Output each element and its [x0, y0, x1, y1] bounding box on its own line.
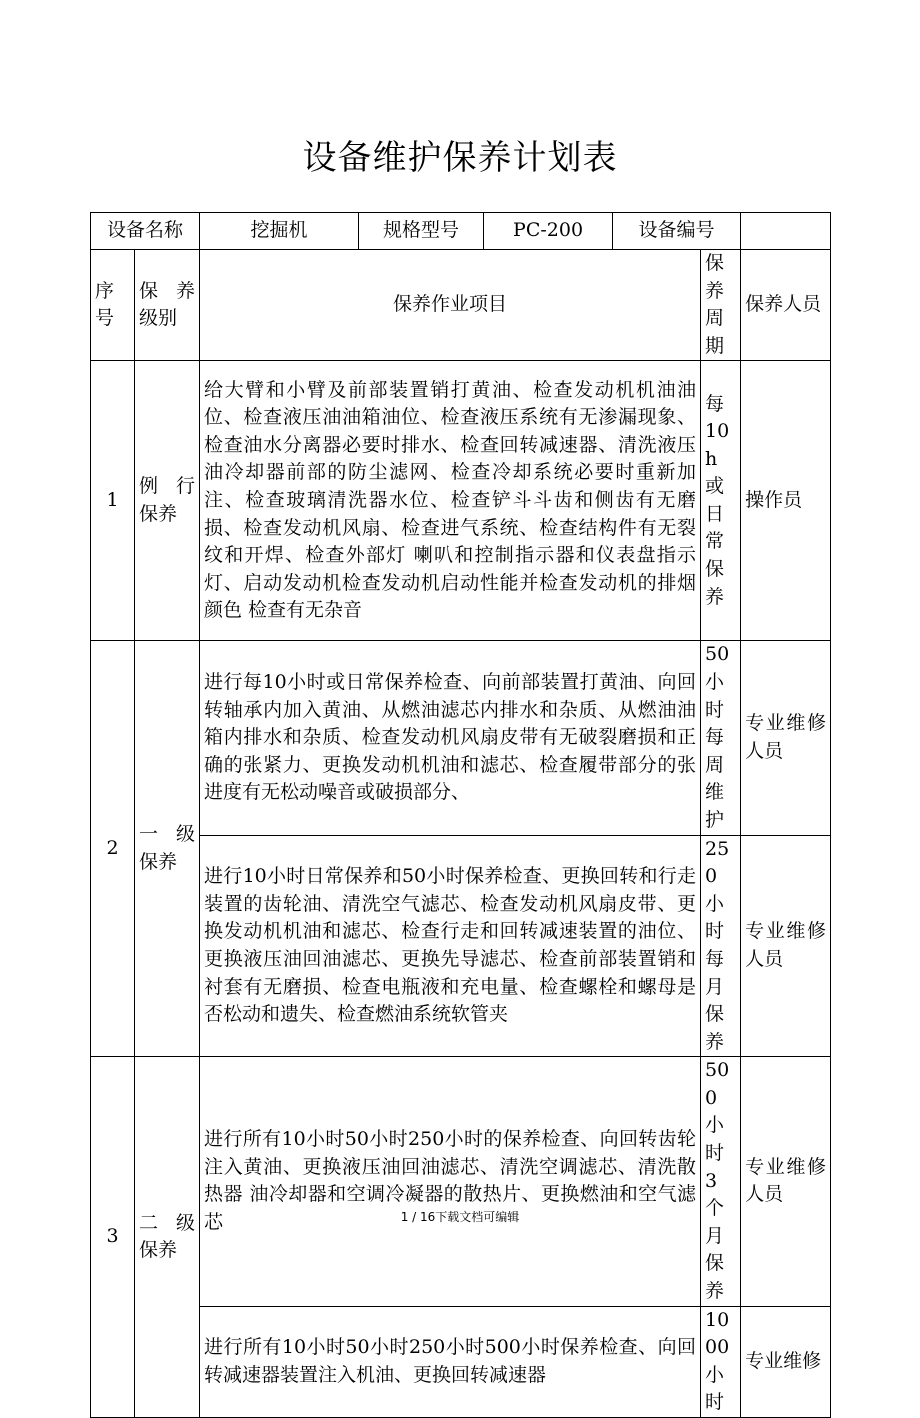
equipment-name-cell: 挖掘机: [200, 213, 359, 250]
page-title: 设备维护保养计划表: [302, 138, 618, 178]
row-items: 进行10小时日常保养和50小时保养检查、更换回转和行走装置的齿轮油、清洗空气滤芯、检查发动机风扇皮带、更换发动机机油和滤芯、检查行走和回转减速装置的油位、更换液压油回油滤芯、更换先导滤芯、检查前部装置销和衬套有无磨损、检查电瓶液和充电量、检查螺栓和螺母是否松动和遗失、检查燃油系统软管夹: [200, 835, 701, 1057]
table-row: [91, 835, 831, 1057]
table-row: [91, 641, 831, 835]
row-cycle: 500小时3个月保养: [701, 1057, 741, 1306]
row-staff: 专业维修人员: [741, 641, 831, 835]
equipment-name-label: 设备名称: [91, 213, 200, 250]
maintenance-plan-table: [90, 212, 831, 1418]
spec-cell: PC-200: [484, 213, 613, 250]
row-items: 给大臂和小臂及前部装置销打黄油、检查发动机机油油位、检查液压油油箱油位、检查液压系统有无渗漏现象、检查油水分离器必要时排水、检查回转减速器、清洗液压油冷却器前部的防尘滤网、检查冷却系统必要时重新加注、检查玻璃清洗器水位、检查铲斗斗齿和侧齿有无磨损、检查发动机风扇、检查进气系统、检查结构件有无裂纹和开焊、检查外部灯 喇叭和控制指示器和仪表盘指示灯、启动发动机检查发动机启动性能并检查发动机的排烟颜色 检查有无杂音: [200, 361, 701, 641]
row-staff: 专业维修: [741, 1306, 831, 1417]
column-header-items: 保养作业项目: [200, 250, 701, 361]
row-items: 进行所有10小时50小时250小时的保养检查、向回转齿轮注入黄油、更换液压油回油滤芯、清洗空调滤芯、清洗散热器 油冷却器和空调冷凝器的散热片、更换燃油和空气滤芯: [200, 1057, 701, 1306]
row-seq: 3: [91, 1057, 135, 1418]
row-level: 一级保养: [135, 641, 200, 1057]
row-cycle: 250小时每月保养: [701, 835, 741, 1057]
table-row: [91, 1306, 831, 1417]
info-row: [91, 213, 831, 250]
row-cycle: 50小时每周维护: [701, 641, 741, 835]
equipment-no-cell: [741, 213, 831, 250]
column-header-staff: 保养人员: [741, 250, 831, 361]
column-header-cycle: 保养周期: [701, 250, 741, 361]
table-row: [91, 1057, 831, 1306]
column-header-row: [91, 250, 831, 361]
row-items: 进行每10小时或日常保养检查、向前部装置打黄油、向回转轴承内加入黄油、从燃油滤芯内排水和杂质、从燃油油箱内排水和杂质、检查发动机风扇皮带有无破裂磨损和正确的张紧力、更换发动机机油和滤芯、检查履带部分的张进度有无松动噪音或破损部分、: [200, 641, 701, 835]
row-staff: 专业维修人员: [741, 1057, 831, 1306]
row-items: 进行所有10小时50小时250小时500小时保养检查、向回转减速器装置注入机油、更换回转减速器: [200, 1306, 701, 1417]
row-level: 例行保养: [135, 361, 200, 641]
column-header-seq: 序号: [91, 250, 135, 361]
page-footer: 1 / 16下载文档可编辑: [400, 1210, 520, 1224]
row-seq: 2: [91, 641, 135, 1057]
row-cycle: 1000小时: [701, 1306, 741, 1417]
column-header-level: 保养级别: [135, 250, 200, 361]
row-staff: 专业维修人员: [741, 835, 831, 1057]
row-seq: 1: [91, 361, 135, 641]
equipment-no-label: 设备编号: [613, 213, 741, 250]
row-staff: 操作员: [741, 361, 831, 641]
table-row: [91, 361, 831, 641]
spec-label: 规格型号: [359, 213, 484, 250]
row-cycle: 每10h或日常保养: [701, 361, 741, 641]
row-level: 二级保养: [135, 1057, 200, 1418]
